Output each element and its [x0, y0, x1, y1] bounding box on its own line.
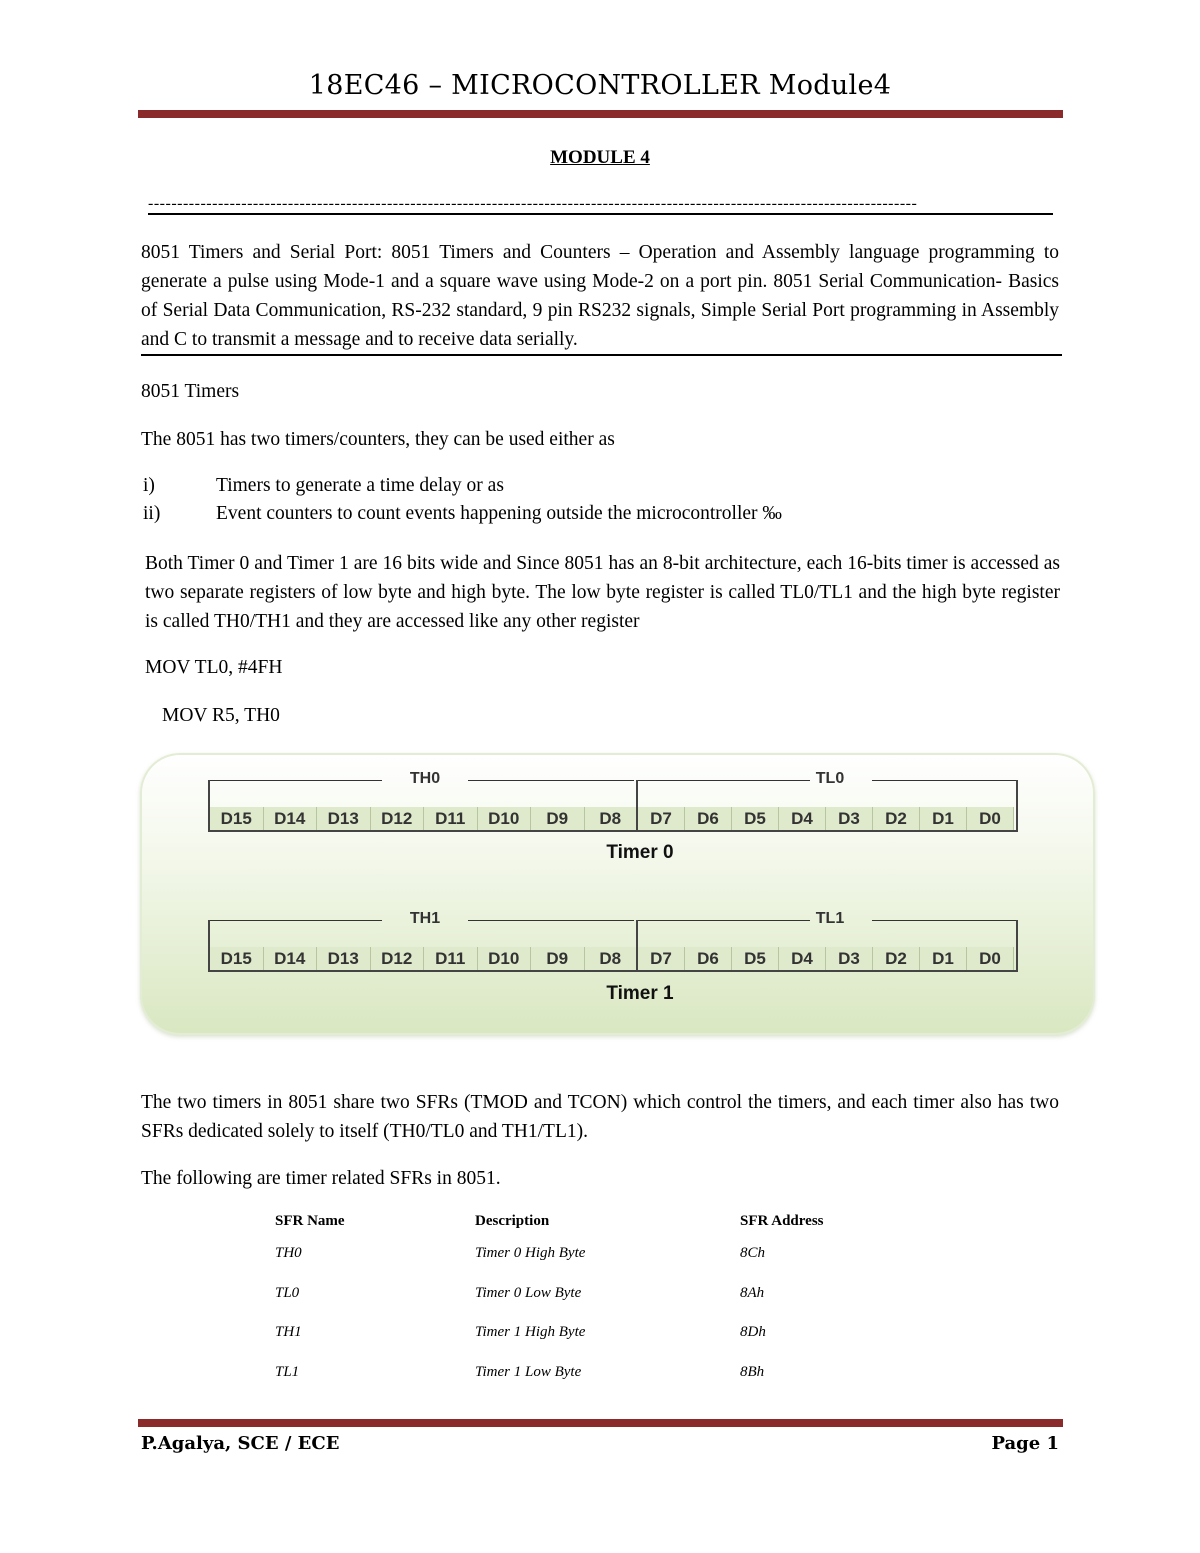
bit-cell-d12: D12 — [371, 947, 425, 970]
table-cell: Timer 0 High Byte — [475, 1245, 586, 1262]
arrow-line — [210, 780, 382, 781]
bit-cell-d14: D14 — [264, 807, 318, 830]
bit-cell-d2: D2 — [873, 807, 920, 830]
table-cell: 8Ah — [740, 1284, 765, 1301]
bit-cell-d13: D13 — [317, 947, 371, 970]
table-cell: TL0 — [275, 1284, 300, 1301]
table-cell: TH0 — [275, 1245, 302, 1262]
page-number: Page 1 — [991, 1433, 1059, 1454]
timer1-label: Timer 1 — [606, 983, 674, 1004]
table-row — [275, 1274, 915, 1314]
table-row — [275, 1234, 915, 1274]
section-heading: 8051 Timers — [141, 381, 240, 402]
bit-cell-d11: D11 — [424, 807, 478, 830]
bit-cell-d4: D4 — [779, 807, 826, 830]
bit-cell-d9: D9 — [531, 807, 585, 830]
arrow-line — [468, 920, 634, 921]
bit-cell-d8: D8 — [585, 807, 639, 830]
table-cell: Timer 1 Low Byte — [475, 1363, 582, 1380]
list-item-number: ii) — [143, 503, 161, 524]
code-line: MOV TL0, #4FH — [145, 657, 283, 678]
footer-author: P.Agalya, SCE / ECE — [141, 1433, 340, 1454]
bit-cell-d5: D5 — [732, 807, 779, 830]
bit-cell-d9: D9 — [531, 947, 585, 970]
syllabus-paragraph: 8051 Timers and Serial Port: 8051 Timers and Counters – Operation and Assembly language programming to generate a pulse using Mode-1 and a square wave using Mode-2 on a port pin. 8051 Serial Communication- Basics of Serial Data Communication, RS-232 standard, 9 pin RS232 signals, Simple Serial Port programming in Assembly and C to transmit a message and to receive data serially. — [141, 242, 1059, 350]
bit-cell-d7: D7 — [638, 807, 685, 830]
bit-cell-d4: D4 — [779, 947, 826, 970]
syllabus-rule — [141, 354, 1062, 356]
list-item: Timers to generate a time delay or as — [216, 475, 504, 496]
divider-rule — [148, 213, 1053, 215]
timer0-label: Timer 0 — [606, 842, 674, 863]
bit-cell-d12: D12 — [371, 807, 425, 830]
bit-cell-d3: D3 — [826, 947, 873, 970]
arrow-line — [872, 780, 1018, 781]
header-rule — [138, 110, 1063, 118]
th1-label: TH1 — [409, 910, 441, 927]
tl1-label: TL1 — [815, 910, 845, 927]
footer-rule — [138, 1419, 1063, 1427]
bit-cell-d2: D2 — [873, 947, 920, 970]
bit-cell-d5: D5 — [732, 947, 779, 970]
table-cell: TL1 — [275, 1363, 300, 1380]
bit-cell-d15: D15 — [210, 947, 264, 970]
table-cell: 8Bh — [740, 1363, 765, 1380]
tl0-label: TL0 — [815, 770, 845, 787]
timer0-bit-row — [208, 807, 1018, 832]
code-line: MOV R5, TH0 — [162, 705, 280, 726]
table-cell: 8Ch — [740, 1245, 766, 1262]
bit-cell-d10: D10 — [478, 807, 532, 830]
table-header: SFR Name — [275, 1212, 345, 1229]
bit-cell-d7: D7 — [638, 947, 685, 970]
bit-cell-d6: D6 — [685, 947, 732, 970]
bit-cell-d0: D0 — [967, 947, 1014, 970]
list-item: Event counters to count events happening outside the microcontroller ‰ — [216, 503, 782, 524]
arrow-line — [638, 920, 810, 921]
bit-cell-d10: D10 — [478, 947, 532, 970]
table-header-row — [275, 1208, 915, 1234]
bit-cell-d11: D11 — [424, 947, 478, 970]
arrow-line — [210, 920, 382, 921]
registers-paragraph: Both Timer 0 and Timer 1 are 16 bits wide and Since 8051 has an 8-bit architecture, each 16-bits timer is accessed as two separate registers of low byte and high byte. The low byte register is called TL0/TL1 and the high byte register is called TH0/TH1 and they are accessed like any other register — [145, 553, 1060, 632]
list-item-number: i) — [143, 475, 155, 496]
bit-cell-d8: D8 — [585, 947, 639, 970]
following-paragraph: The following are timer related SFRs in 8051. — [141, 1168, 501, 1189]
table-row — [275, 1313, 915, 1353]
module-title: MODULE 4 — [550, 147, 650, 168]
arrow-line — [468, 780, 634, 781]
dashed-divider: ------------------------------------------------------------------------------------------------------------------------------------ — [148, 196, 918, 212]
arrow-line — [872, 920, 1018, 921]
timer-register-figure — [140, 753, 1095, 1035]
table-header: SFR Address — [740, 1212, 824, 1229]
table-header: Description — [475, 1212, 550, 1229]
arrow-line — [638, 780, 810, 781]
sfr-table — [275, 1208, 915, 1392]
timer1-bit-row — [208, 947, 1018, 972]
bit-cell-d1: D1 — [920, 947, 967, 970]
sfr-paragraph: The two timers in 8051 share two SFRs (TMOD and TCON) which control the timers, and each timer also has two SFRs dedicated solely to itself (TH0/TL0 and TH1/TL1). — [141, 1092, 1059, 1142]
table-cell: Timer 1 High Byte — [475, 1324, 586, 1341]
bit-cell-d3: D3 — [826, 807, 873, 830]
bit-cell-d1: D1 — [920, 807, 967, 830]
page-header-title: 18EC46 – MICROCONTROLLER Module4 — [308, 70, 892, 101]
bit-cell-d13: D13 — [317, 807, 371, 830]
intro-paragraph: The 8051 has two timers/counters, they can be used either as — [141, 429, 615, 450]
table-cell: TH1 — [275, 1324, 302, 1341]
table-row — [275, 1353, 915, 1393]
bit-cell-d15: D15 — [210, 807, 264, 830]
bit-cell-d14: D14 — [264, 947, 318, 970]
bit-cell-d6: D6 — [685, 807, 732, 830]
th0-label: TH0 — [409, 770, 441, 787]
table-cell: 8Dh — [740, 1324, 766, 1341]
table-cell: Timer 0 Low Byte — [475, 1284, 582, 1301]
bit-cell-d0: D0 — [967, 807, 1014, 830]
